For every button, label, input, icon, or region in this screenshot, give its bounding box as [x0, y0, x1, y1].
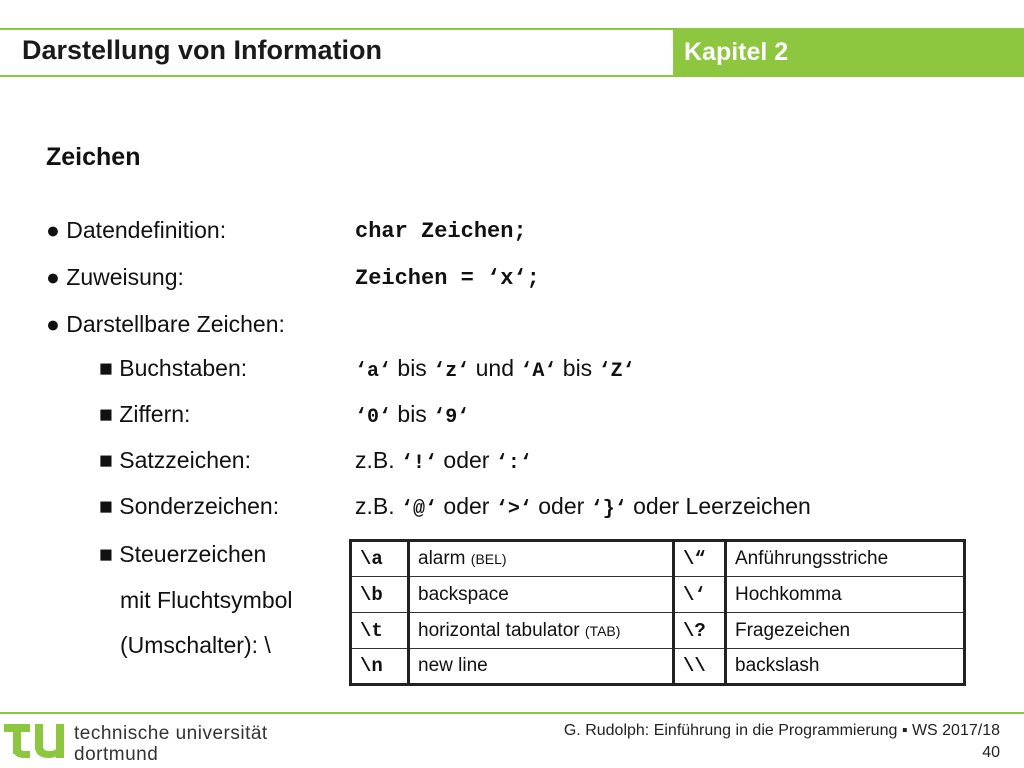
escape-description-2: Fragezeichen: [726, 613, 965, 649]
letters-a: ‘a‘: [355, 360, 392, 383]
control-label-line1: ■ Steuerzeichen: [99, 541, 267, 567]
escape-description-2: backslash: [726, 649, 965, 685]
escape-description: [409, 649, 674, 685]
escape-code: \b: [351, 577, 409, 613]
letters-A-upper: ‘A‘: [520, 360, 557, 383]
digits-9: ‘9‘: [433, 406, 470, 429]
header-bottom-rule: [0, 75, 1024, 77]
punct-colon: ‘:‘: [495, 452, 532, 475]
escape-description: [409, 613, 674, 649]
special-oder-2: oder: [531, 493, 591, 519]
university-name: [74, 723, 268, 765]
escape-desc-text: alarm: [418, 548, 471, 569]
escape-desc-text: horizontal tabulator: [418, 619, 585, 641]
escape-sequence-table: [349, 539, 966, 686]
assign-code: Zeichen = ‘x‘;: [355, 266, 540, 291]
escape-desc-text: backspace: [418, 583, 509, 605]
digits-0: ‘0‘: [355, 406, 392, 429]
punct-value: [355, 447, 532, 475]
printable-label: ● Darstellbare Zeichen:: [46, 311, 285, 337]
letters-value: [355, 355, 635, 383]
special-brace: ‘}‘: [590, 498, 627, 521]
punct-exclamation: ‘!‘: [401, 452, 438, 475]
escape-code-2: \\: [674, 649, 726, 685]
footer-rule: [0, 712, 1024, 714]
table-row: [351, 577, 965, 613]
escape-code: \n: [351, 649, 409, 685]
escape-code: \t: [351, 613, 409, 649]
punct-oder: oder: [437, 447, 496, 473]
control-label-line2: mit Fluchtsymbol: [120, 587, 293, 613]
escape-code-2: \?: [674, 613, 726, 649]
special-at: ‘@‘: [401, 498, 438, 521]
special-gt: ‘>‘: [495, 498, 532, 521]
digits-bis: bis: [391, 401, 434, 427]
special-value: [355, 493, 811, 521]
chapter-badge: Kapitel 2: [673, 30, 1024, 75]
footer-credit: G. Rudolph: Einführung in die Programmierung ▪ WS 2017/18: [563, 722, 1000, 739]
table-row: [351, 541, 965, 577]
letters-bis-2: bis: [556, 355, 599, 381]
escape-description: [409, 541, 674, 577]
special-oder-1: oder: [437, 493, 496, 519]
escape-abbrev: (BEL): [470, 551, 507, 567]
escape-description-2: Anführungsstriche: [726, 541, 965, 577]
special-label: ■ Sonderzeichen:: [99, 493, 280, 519]
table-row: [351, 649, 965, 685]
control-label-line3: (Umschalter): \: [120, 632, 271, 658]
letters-Z-upper: ‘Z‘: [598, 360, 635, 383]
letters-und: und: [469, 355, 521, 381]
university-name-line1: technische universität: [74, 723, 268, 744]
special-rest: oder Leerzeichen: [626, 493, 811, 519]
letters-label: ■ Buchstaben:: [99, 355, 248, 381]
section-title: Zeichen: [46, 143, 141, 171]
punct-zb: z.B.: [355, 447, 402, 473]
escape-code-2: \“: [674, 541, 726, 577]
slide-title: Darstellung von Information: [22, 35, 383, 65]
escape-abbrev: (TAB): [584, 622, 621, 639]
escape-desc-text: new line: [418, 655, 488, 676]
university-name-line2: dortmund: [74, 744, 159, 765]
escape-description-2: Hochkomma: [726, 577, 965, 613]
table-row: [351, 613, 965, 649]
page-number: 40: [982, 744, 1000, 761]
digits-value: [355, 401, 469, 429]
assign-label: ● Zuweisung:: [46, 264, 184, 290]
escape-code-2: \‘: [674, 577, 726, 613]
datadef-code: char Zeichen;: [355, 219, 527, 244]
letters-bis-1: bis: [391, 355, 434, 381]
special-zb: z.B.: [355, 493, 402, 519]
escape-description: [409, 577, 674, 613]
letters-z: ‘z‘: [433, 360, 470, 383]
punct-label: ■ Satzzeichen:: [99, 447, 251, 473]
escape-code: \a: [351, 541, 409, 577]
datadef-label: ● Datendefinition:: [46, 217, 227, 243]
digits-label: ■ Ziffern:: [99, 401, 191, 427]
tu-logo-icon: [4, 718, 70, 764]
